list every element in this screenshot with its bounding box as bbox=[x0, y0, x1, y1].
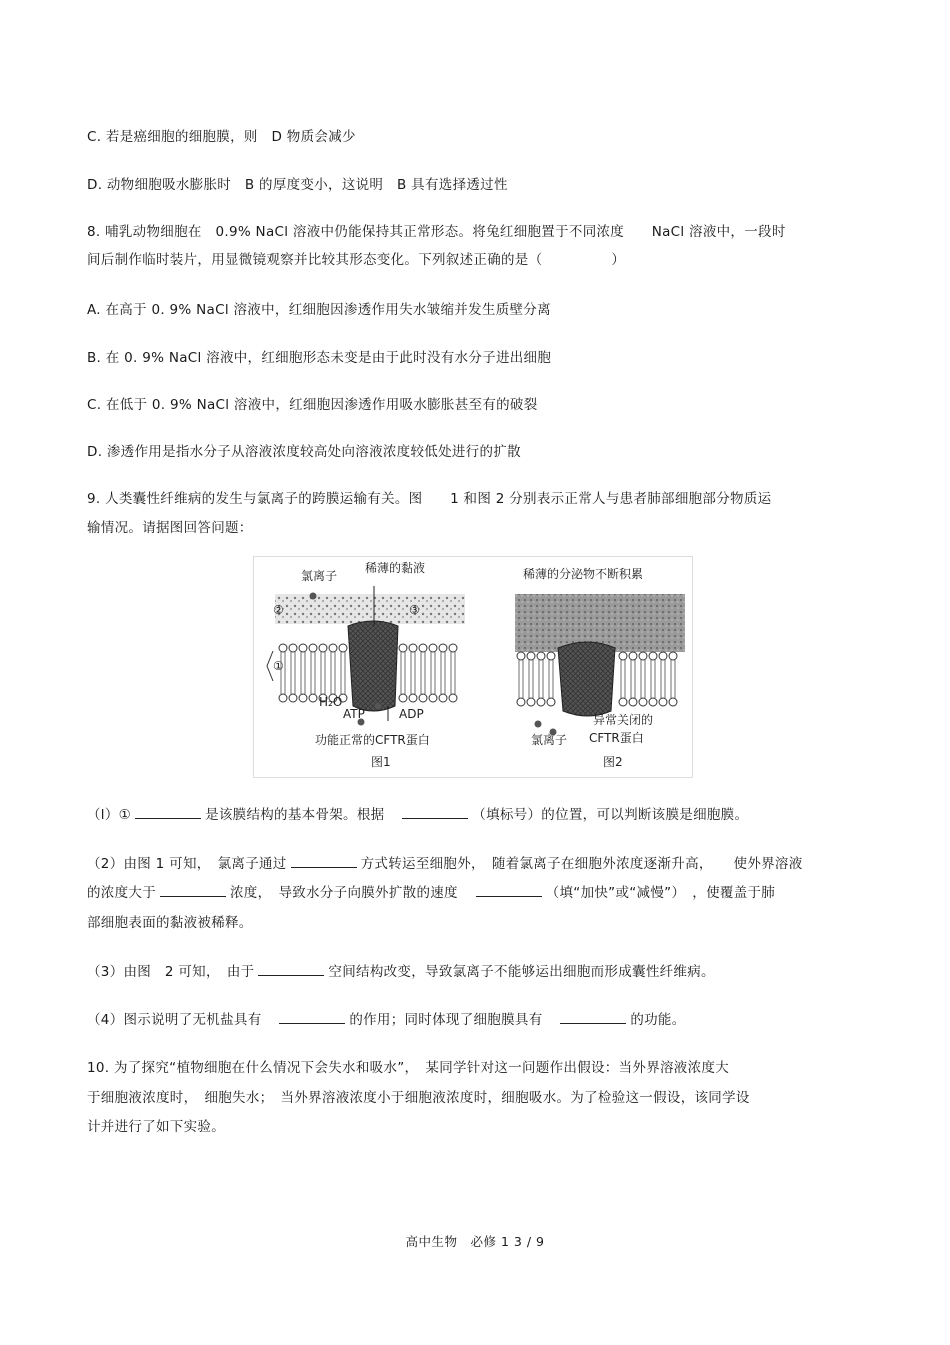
fig1-caption: 功能正常的CFTR蛋白 bbox=[315, 733, 430, 747]
q9-part2-c: 的浓度大于 bbox=[87, 885, 156, 901]
fig1-adp: ADP bbox=[399, 707, 424, 721]
q9-part2-line3: 部细胞表面的黏液被稀释。 bbox=[87, 915, 253, 931]
fig1-mark-1: ① bbox=[273, 659, 284, 673]
fig1-h2o: H₂O bbox=[319, 695, 343, 709]
cftr-protein-2 bbox=[558, 642, 615, 716]
q9-part4 bbox=[87, 1008, 686, 1028]
q9-part2-d: 浓度， 导致水分子向膜外扩散的速度 bbox=[230, 885, 458, 901]
answer-blank[interactable] bbox=[279, 1009, 345, 1024]
answer-blank[interactable] bbox=[160, 882, 226, 897]
question-8-line2: 间后制作临时装片，用显微镜观察并比较其形态变化。下列叙述正确的是（ ） bbox=[87, 252, 626, 268]
answer-blank[interactable] bbox=[135, 804, 201, 819]
q9-part2-e: （填“加快”或“减慢”） ，使覆盖于肺 bbox=[545, 885, 776, 901]
fig2-chloride-label: 氯离子 bbox=[531, 733, 568, 747]
q9-part4-b: 的作用；同时体现了细胞膜具有 bbox=[349, 1012, 543, 1028]
q9-part3-b: 空间结构改变，导致氯离子不能够运出细胞而形成囊性纤维病。 bbox=[328, 964, 715, 980]
q9-part1-c: （填标号）的位置，可以判断该膜是细胞膜。 bbox=[472, 807, 749, 823]
q9-part2-line1 bbox=[87, 852, 803, 872]
q9-part2-a: （2）由图 1 可知， 氯离子通过 bbox=[87, 856, 287, 872]
chloride-ion-dot bbox=[310, 593, 317, 600]
fig2-abnormal-label-2: CFTR蛋白 bbox=[589, 731, 644, 745]
q9-part4-a: （4）图示说明了无机盐具有 bbox=[87, 1012, 262, 1028]
q9-part2-b: 方式转运至细胞外， 随着氯离子在细胞外浓度逐渐升高， 使外界溶液 bbox=[360, 856, 803, 872]
fig2-title: 图2 bbox=[603, 755, 623, 769]
cftr-protein-1 bbox=[348, 621, 398, 711]
fig1-mark-3: ③ bbox=[409, 603, 420, 617]
q9-part1-a: （l）① bbox=[87, 807, 132, 823]
answer-blank[interactable] bbox=[560, 1009, 626, 1024]
page-footer: 高中生物 必修 1 3 / 9 bbox=[405, 1234, 545, 1249]
q9-part3-a: （3）由图 2 可知， 由于 bbox=[87, 964, 255, 980]
question-9-line1: 9. 人类囊性纤维病的发生与氯离子的跨膜运输有关。图 1 和图 2 分别表示正常人与患者肺部细胞部分物质运 bbox=[87, 491, 772, 507]
fig2-abnormal-label-1: 异常关闭的 bbox=[593, 713, 654, 727]
fig1-atp: ATP bbox=[343, 707, 365, 721]
q9-part4-c: 的功能。 bbox=[630, 1012, 686, 1028]
mucus-layer bbox=[275, 594, 465, 624]
fig1-title: 图1 bbox=[371, 755, 391, 769]
q9-part1 bbox=[87, 803, 748, 823]
fig2-secretion-label: 稀薄的分泌物不断积累 bbox=[523, 567, 644, 581]
question-10-line1: 10. 为了探究“植物细胞在什么情况下会失水和吸水”， 某同学针对这一问题作出假设：当外界溶液浓度大 bbox=[87, 1060, 729, 1076]
q9-part1-b: 是该膜结构的基本骨架。根据 bbox=[205, 807, 385, 823]
option-c-line: C. 若是癌细胞的细胞膜，则 D 物质会减少 bbox=[87, 129, 356, 145]
fig1-mark-2: ② bbox=[273, 603, 284, 617]
option-d-line: D. 动物细胞吸水膨胀时 B 的厚度变小，这说明 B 具有选择透过性 bbox=[87, 177, 508, 193]
q8-option-a: A. 在高于 0. 9% NaCl 溶液中，红细胞因渗透作用失水皱缩并发生质壁分离 bbox=[87, 302, 551, 318]
question-10-line3: 计并进行了如下实验。 bbox=[87, 1119, 225, 1135]
membrane-figure bbox=[253, 556, 693, 778]
fig1-mucus-label: 稀薄的黏液 bbox=[365, 561, 426, 575]
answer-blank[interactable] bbox=[476, 882, 542, 897]
fig1-chloride-label: 氯离子 bbox=[301, 569, 338, 583]
answer-blank[interactable] bbox=[291, 853, 357, 868]
q9-part2-line2 bbox=[87, 881, 775, 901]
question-10-line2: 于细胞液浓度时， 细胞失水； 当外界溶液浓度小于细胞液浓度时，细胞吸水。为了检验这一假设，该同学设 bbox=[87, 1090, 750, 1106]
q8-option-b: B. 在 0. 9% NaCl 溶液中，红细胞形态未变是由于此时没有水分子进出细胞 bbox=[87, 350, 552, 366]
answer-blank[interactable] bbox=[402, 804, 468, 819]
q9-part3 bbox=[87, 960, 715, 980]
q8-option-d: D. 渗透作用是指水分子从溶液浓度较高处向溶液浓度较低处进行的扩散 bbox=[87, 444, 521, 460]
question-8-line1: 8. 哺乳动物细胞在 0.9% NaCl 溶液中仍能保持其正常形态。将兔红细胞置于不同浓度 NaCl 溶液中，一段时 bbox=[87, 224, 786, 240]
answer-blank[interactable] bbox=[258, 961, 324, 976]
q8-option-c: C. 在低于 0. 9% NaCl 溶液中，红细胞因渗透作用吸水膨胀甚至有的破裂 bbox=[87, 397, 538, 413]
question-9-line2: 输情况。请据图回答问题： bbox=[87, 520, 253, 536]
